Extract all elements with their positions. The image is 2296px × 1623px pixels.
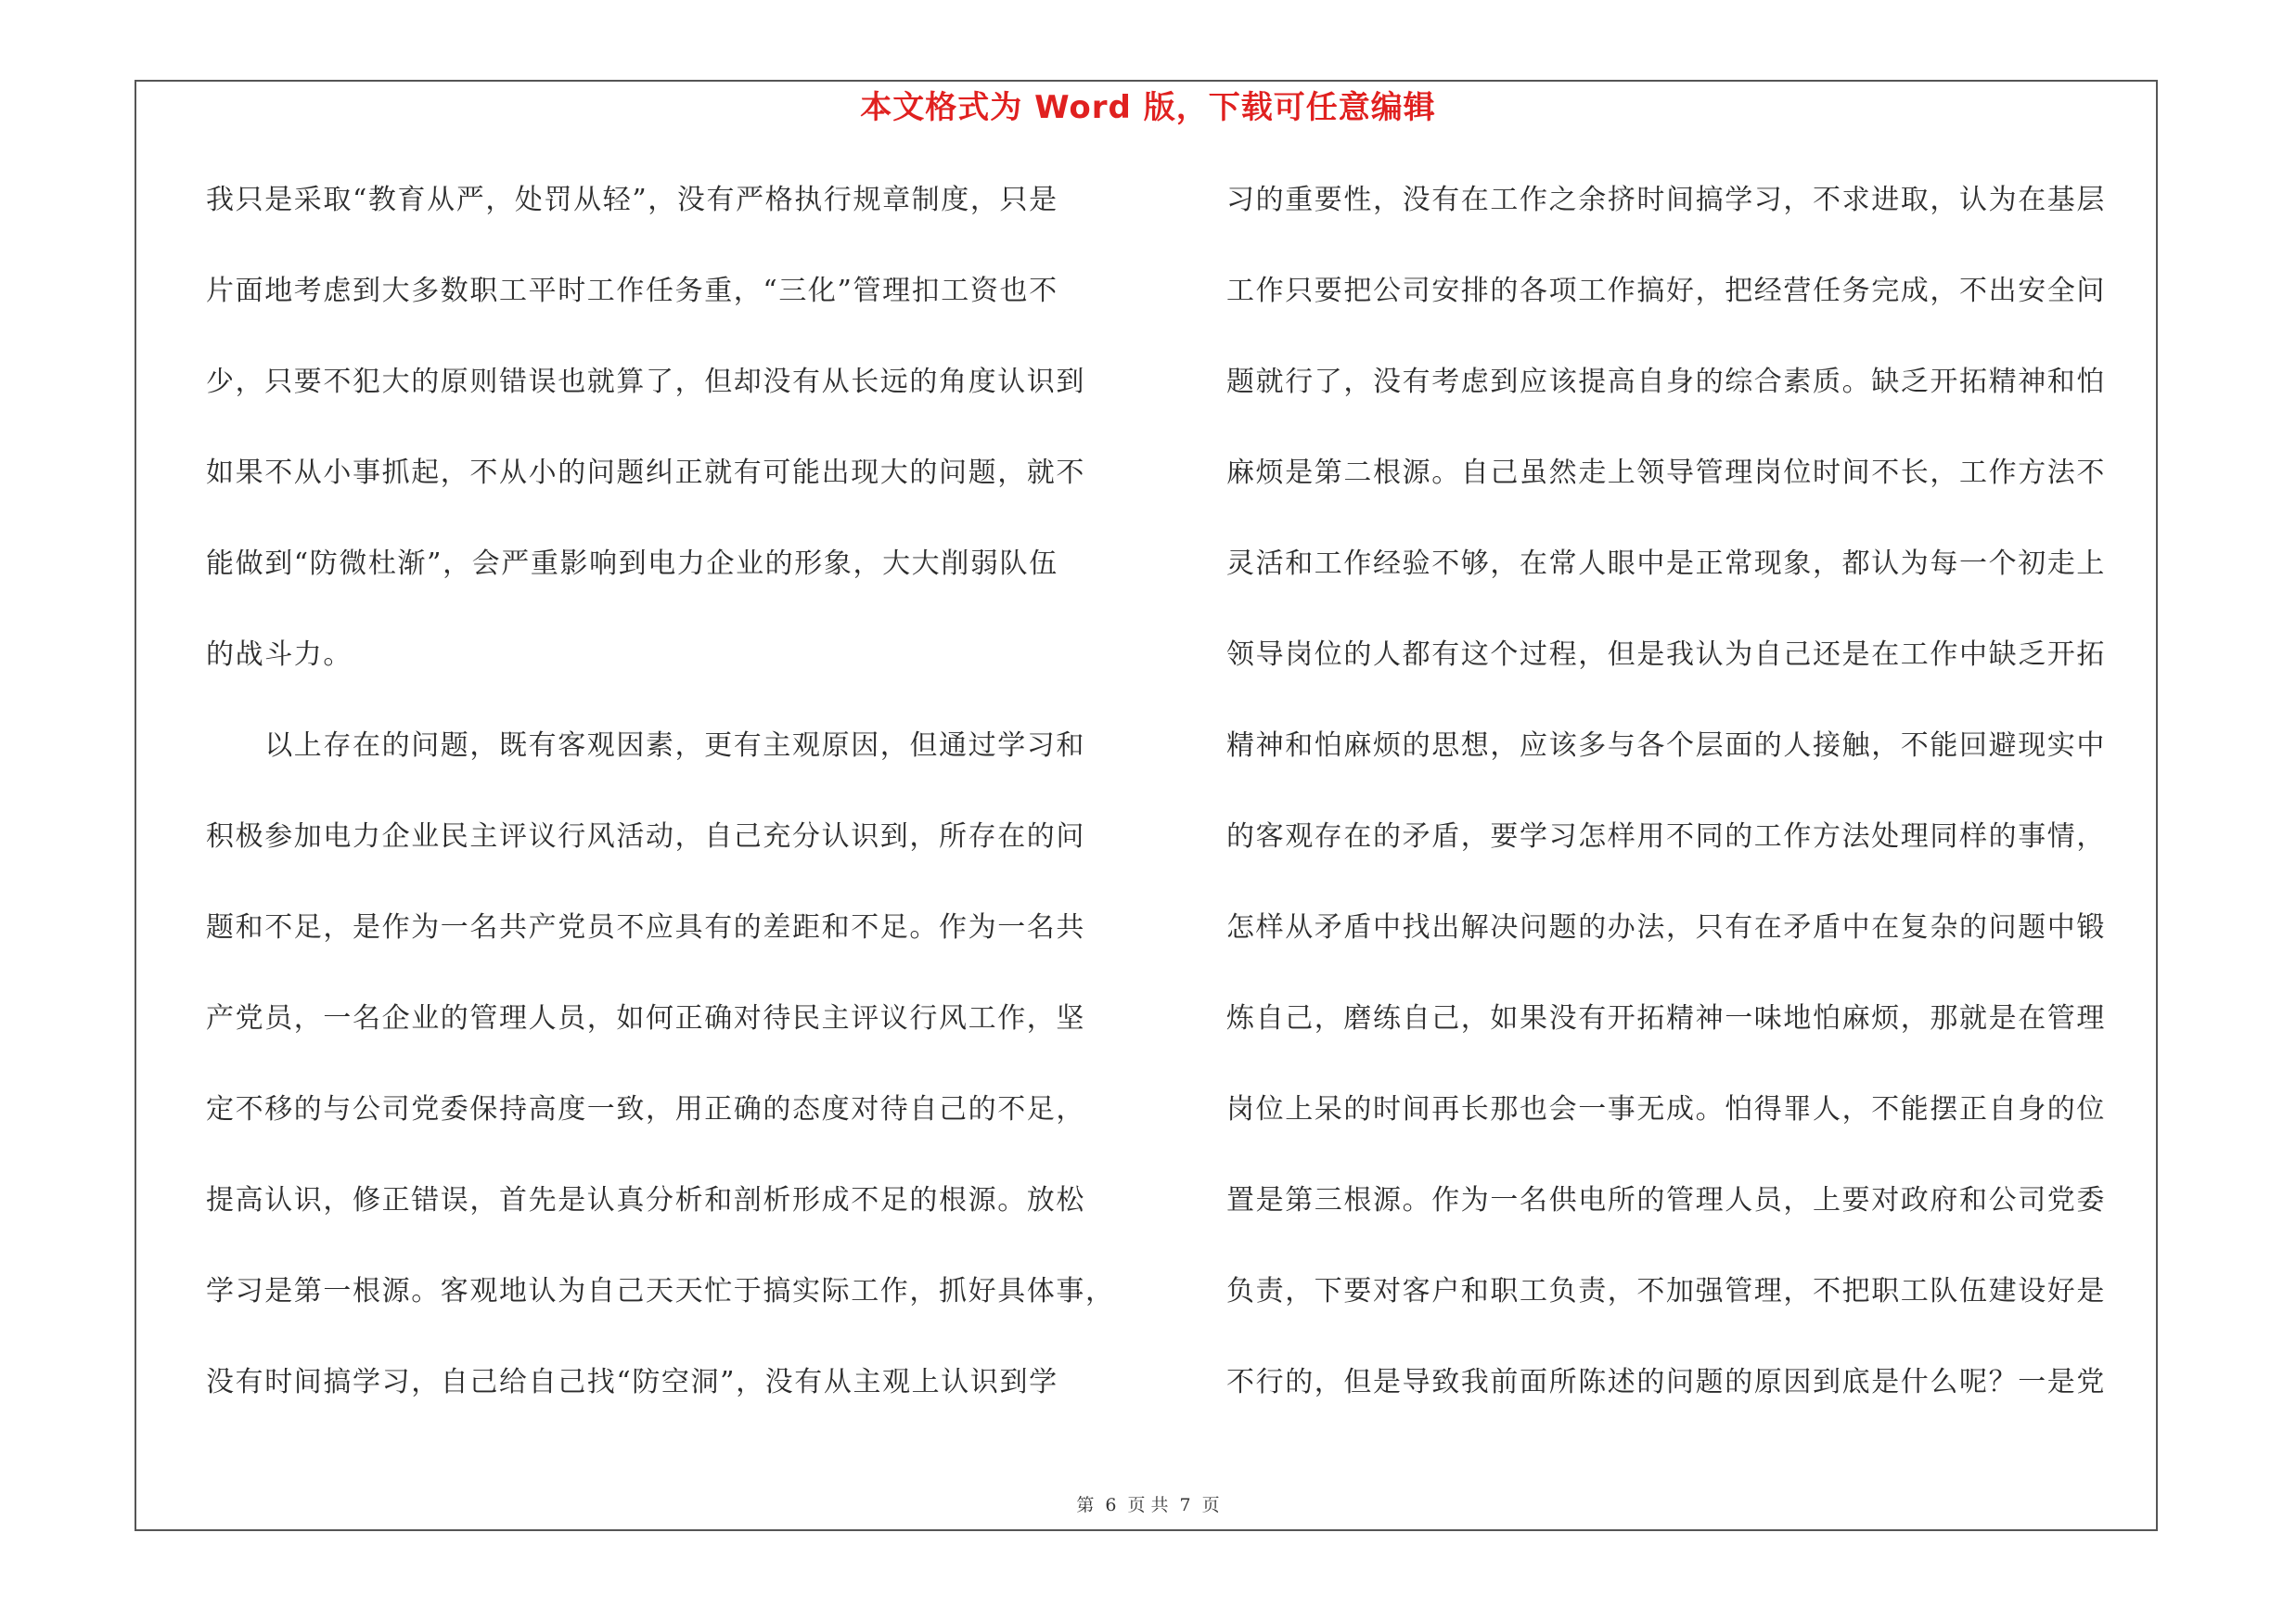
text-line: 岗位上呆的时间再长那也会一事无成。怕得罪人，不能摆正自身的位 (1226, 1093, 2106, 1126)
text-line: 不行的，但是导致我前面所陈述的问题的原因到底是什么呢？一是党 (1226, 1366, 2106, 1398)
text-line: 片面地考虑到大多数职工平时工作任务重，“三化”管理扣工资也不 (206, 275, 1058, 307)
text-line: 少，只要不犯大的原则错误也就算了，但却没有从长远的角度认识到 (206, 366, 1085, 398)
left-text-column (206, 182, 1134, 1455)
text-line: 以上存在的问题，既有客观因素，更有主观原因，但通过学习和 (206, 729, 1085, 762)
text-line: 精神和怕麻烦的思想，应该多与各个层面的人接触，不能回避现实中 (1226, 729, 2106, 762)
text-line: 负责，下要对客户和职工负责，不加强管理，不把职工队伍建设好是 (1226, 1275, 2106, 1307)
text-line: 怎样从矛盾中找出解决问题的办法，只有在矛盾中在复杂的问题中锻 (1226, 911, 2106, 944)
text-line: 工作只要把公司安排的各项工作搞好，把经营任务完成，不出安全问 (1226, 275, 2106, 307)
page-number-footer (0, 1494, 2296, 1516)
word-format-banner: 本文格式为 Word 版，下载可任意编辑 (860, 89, 1436, 126)
text-line: 没有时间搞学习，自己给自己找“防空洞”，没有从主观上认识到学 (206, 1366, 1058, 1398)
text-line: 的战斗力。 (206, 638, 353, 671)
text-line: 产党员，一名企业的管理人员，如何正确对待民主评议行风工作，坚 (206, 1002, 1085, 1035)
total-pages-number: 7 (1179, 1495, 1191, 1515)
text-line: 炼自己，磨练自己，如果没有开拓精神一味地怕麻烦，那就是在管理 (1226, 1002, 2106, 1035)
text-line: 习的重要性，没有在工作之余挤时间搞学习，不求进取，认为在基层 (1226, 184, 2106, 216)
text-line: 题和不足，是作为一名共产党员不应具有的差距和不足。作为一名共 (206, 911, 1085, 944)
text-line: 我只是采取“教育从严，处罚从轻”，没有严格执行规章制度，只是 (206, 184, 1058, 216)
text-line: 如果不从小事抓起，不从小的问题纠正就有可能出现大的问题，就不 (206, 457, 1085, 489)
text-line: 学习是第一根源。客观地认为自己天天忙于搞实际工作，抓好具体事， (206, 1275, 1115, 1307)
right-text-column (1226, 182, 2156, 1455)
text-line: 定不移的与公司党委保持高度一致，用正确的态度对待自己的不足， (206, 1093, 1085, 1126)
text-line: 领导岗位的人都有这个过程，但是我认为自己还是在工作中缺乏开拓 (1226, 638, 2106, 671)
page-suffix: 页 (1201, 1495, 1220, 1515)
text-line: 麻烦是第二根源。自己虽然走上领导管理岗位时间不长，工作方法不 (1226, 457, 2106, 489)
current-page-number: 6 (1105, 1495, 1117, 1515)
text-line: 题就行了，没有考虑到应该提高自身的综合素质。缺乏开拓精神和怕 (1226, 366, 2106, 398)
text-line: 能做到“防微杜渐”，会严重影响到电力企业的形象，大大削弱队伍 (206, 547, 1058, 580)
text-line: 提高认识，修正错误，首先是认真分析和剖析形成不足的根源。放松 (206, 1184, 1085, 1217)
text-line: 置是第三根源。作为一名供电所的管理人员，上要对政府和公司党委 (1226, 1184, 2106, 1217)
text-line: 积极参加电力企业民主评议行风活动，自己充分认识到，所存在的问 (206, 820, 1085, 853)
text-line: 灵活和工作经验不够，在常人眼中是正常现象，都认为每一个初走上 (1226, 547, 2106, 580)
page-middle: 页 共 (1127, 1495, 1169, 1515)
page-prefix: 第 (1076, 1495, 1095, 1515)
text-line: 的客观存在的矛盾，要学习怎样用不同的工作方法处理同样的事情， (1226, 820, 2106, 853)
